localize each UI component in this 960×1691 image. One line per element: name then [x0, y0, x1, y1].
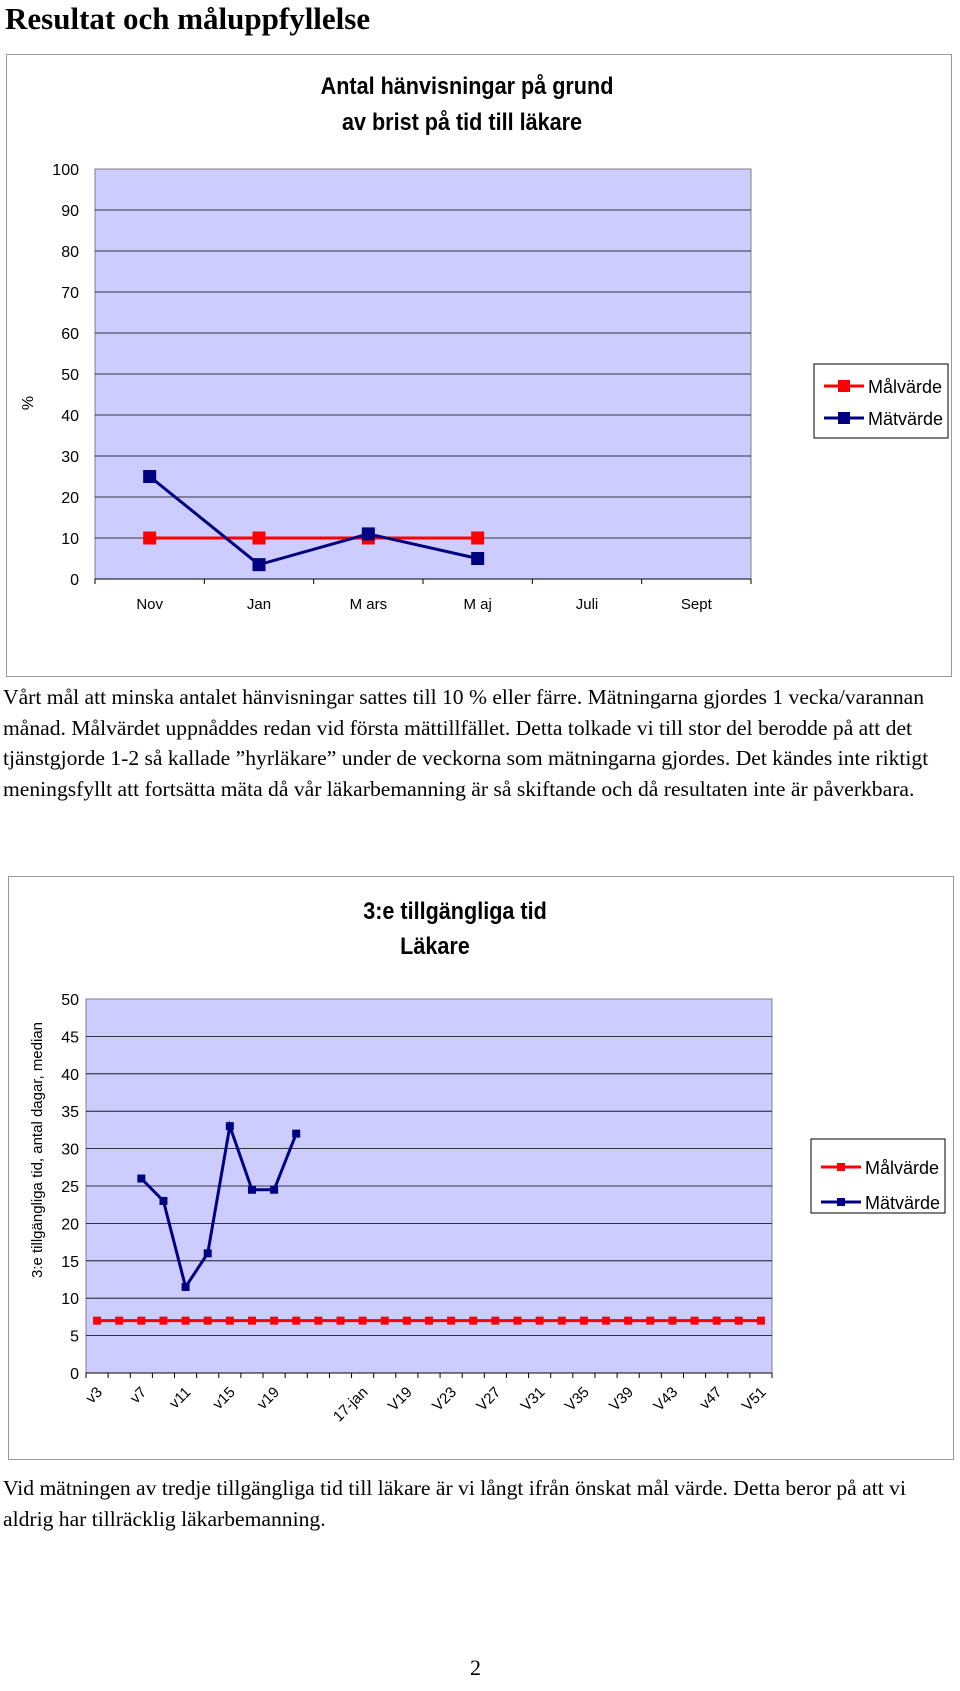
chart2-x-tick-label: v11: [166, 1383, 195, 1413]
chart2-target-marker: [336, 1317, 344, 1325]
chart2-y-tick-label: 25: [61, 1179, 79, 1196]
chart2-target-marker: [182, 1317, 190, 1325]
chart2-target-marker: [558, 1317, 566, 1325]
chart1-measured-marker: [471, 552, 484, 565]
chart1-y-tick-label: 70: [61, 285, 79, 302]
chart2-y-tick-label: 35: [61, 1104, 79, 1122]
chart2-target-marker: [580, 1317, 588, 1325]
chart2-x-tick-label: v7: [126, 1383, 151, 1408]
chart2-y-axis-label: 3:e tillgängliga tid, antal dagar, median: [29, 1021, 46, 1279]
chart2-target-marker: [314, 1317, 322, 1325]
referrals-chart: [6, 54, 952, 677]
chart1-y-tick-label: 20: [61, 490, 79, 507]
chart2-target-marker: [137, 1317, 145, 1325]
chart2-y-tick-label: 20: [61, 1216, 79, 1234]
chart1-y-tick-label: 10: [61, 531, 79, 548]
chart2-y-tick-label: 45: [61, 1029, 79, 1047]
chart1-x-tick-label: M ars: [349, 596, 388, 613]
chart2-title-line1: 3:e tillgängliga tid: [363, 896, 547, 925]
chart1-target-marker: [143, 532, 156, 545]
chart2-target-marker: [447, 1317, 455, 1325]
chart1-y-axis-label: %: [20, 395, 37, 411]
chart2-x-tick-label: V19: [384, 1383, 416, 1415]
chart2-target-marker: [469, 1317, 477, 1325]
chart2-target-marker: [403, 1317, 411, 1325]
chart2-legend: [811, 1139, 945, 1213]
chart2-y-tick-label: 40: [61, 1066, 79, 1084]
chart2-target-marker: [536, 1317, 544, 1325]
chart2-target-marker: [292, 1317, 300, 1325]
paragraph-third-available-time: Vid mätningen av tredje tillgängliga tid till läkare är vi långt ifrån önskat mål värde. Detta beror på att vi aldrig har tillräcklig läkarbemanning.: [3, 1476, 906, 1531]
chart2-target-marker: [359, 1317, 367, 1325]
chart2-x-tick-label: V23: [429, 1383, 460, 1415]
chart2-y-tick-label: 0: [70, 1366, 79, 1383]
chart2-legend-measured-marker: [837, 1198, 845, 1206]
page-title: Resultat och måluppfyllelse: [5, 1, 371, 36]
third-available-time-chart-svg: [9, 877, 953, 1459]
chart1-y-tick-label: 80: [61, 244, 79, 261]
chart2-legend-target-marker: [837, 1163, 845, 1171]
chart1-legend-target-label: Målvärde: [868, 377, 943, 397]
chart2-y-tick-label: 15: [61, 1253, 79, 1271]
chart1-legend-measured-marker: [838, 412, 850, 424]
chart2-x-tick-label: V51: [738, 1383, 770, 1415]
chart1-y-tick-label: 50: [61, 367, 79, 384]
chart1-title-line1: Antal hänvisningar på grund: [320, 71, 614, 100]
chart2-title-line2: Läkare: [400, 931, 470, 960]
chart1-measured-marker: [362, 527, 375, 540]
chart2-target-marker: [491, 1317, 499, 1325]
chart2-x-tick-label: V43: [650, 1383, 682, 1415]
chart2-target-marker: [204, 1317, 212, 1325]
chart2-x-tick-label: v19: [253, 1383, 283, 1413]
chart2-target-marker: [668, 1317, 676, 1325]
chart1-x-tick-label: Nov: [136, 596, 164, 613]
chart2-y-tick-label: 5: [70, 1328, 79, 1346]
chart2-target-marker: [514, 1317, 522, 1325]
chart2-target-marker: [270, 1317, 278, 1325]
chart1-y-tick-label: 60: [61, 326, 79, 343]
chart2-target-marker: [757, 1317, 765, 1325]
chart1-target-marker: [471, 532, 484, 545]
chart2-measured-marker: [159, 1197, 167, 1205]
chart2-target-marker: [624, 1317, 632, 1325]
chart1-title-line2: av brist på tid till läkare: [341, 107, 583, 136]
chart2-legend-measured-label: Mätvärde: [865, 1193, 941, 1213]
chart2-x-tick-label: v47: [696, 1383, 726, 1413]
chart1-legend-target-marker: [838, 380, 850, 392]
chart2-x-tick-label: V39: [606, 1383, 637, 1415]
chart2-y-tick-label: 50: [61, 992, 79, 1009]
referrals-chart-svg: [7, 55, 951, 676]
chart2-target-marker: [93, 1317, 101, 1325]
chart2-plot-area: [61, 992, 772, 1425]
chart2-measured-marker: [226, 1122, 234, 1130]
chart2-x-tick-label: V35: [561, 1383, 593, 1415]
chart2-measured-marker: [204, 1249, 212, 1257]
chart2-legend-target-label: Målvärde: [865, 1158, 940, 1178]
third-available-time-chart: [8, 876, 954, 1460]
chart2-x-tick-label: v15: [209, 1383, 239, 1413]
chart2-target-marker: [602, 1317, 610, 1325]
chart2-x-tick-label: V31: [517, 1383, 549, 1415]
chart1-measured-marker: [253, 558, 266, 571]
chart2-measured-marker: [248, 1186, 256, 1194]
chart2-target-marker: [381, 1317, 389, 1325]
chart1-y-tick-label: 0: [70, 572, 79, 589]
chart2-y-tick-label: 30: [61, 1141, 79, 1159]
chart2-target-marker: [646, 1317, 654, 1325]
chart1-legend: [814, 364, 948, 438]
chart2-target-marker: [691, 1317, 699, 1325]
chart1-y-tick-label: 100: [52, 162, 79, 179]
chart1-y-tick-label: 90: [61, 203, 79, 220]
chart2-target-marker: [226, 1317, 234, 1325]
paragraph-referrals: Vårt mål att minska antalet hänvisningar sattes till 10 % eller färre. Mätningarna gjordes 1 vecka/varannan månad. Målvärdet uppnåddes redan vid första mättillfället. Detta tolkade vi till stor del berodde på att det tjänstgjorde 1-2 så kallade ”hyrläkare” under de veckorna som mätningarna gjordes. Det kändes inte riktigt meningsfyllt att fortsätta mäta då vår läkarbemanning är så skiftande och då resultaten inte är påverkbara.: [3, 685, 929, 801]
chart2-measured-marker: [292, 1130, 300, 1138]
chart2-target-marker: [248, 1317, 256, 1325]
chart2-target-marker: [735, 1317, 743, 1325]
chart2-target-marker: [159, 1317, 167, 1325]
chart2-target-marker: [115, 1317, 123, 1325]
chart2-y-tick-label: 10: [61, 1291, 79, 1309]
chart1-x-tick-label: M aj: [463, 596, 492, 613]
chart1-y-tick-label: 30: [61, 449, 79, 466]
chart1-x-tick-label: Juli: [575, 596, 599, 613]
chart2-measured-marker: [182, 1283, 190, 1291]
chart2-measured-marker: [137, 1175, 145, 1183]
chart2-target-marker: [713, 1317, 721, 1325]
page-number: 2: [470, 1655, 481, 1680]
chart2-x-tick-label: 17-jan: [329, 1383, 372, 1426]
chart2-x-tick-label: v3: [82, 1383, 106, 1408]
chart2-x-tick-label: V27: [473, 1383, 505, 1415]
chart1-x-tick-label: Jan: [246, 596, 272, 613]
chart2-measured-marker: [270, 1186, 278, 1194]
chart1-target-marker: [253, 532, 266, 545]
chart1-measured-marker: [143, 470, 156, 483]
chart1-plot-area: [52, 162, 751, 613]
chart1-legend-measured-label: Mätvärde: [868, 409, 944, 429]
chart2-target-marker: [425, 1317, 433, 1325]
chart1-y-tick-label: 40: [61, 408, 79, 425]
chart1-x-tick-label: Sept: [680, 596, 712, 613]
